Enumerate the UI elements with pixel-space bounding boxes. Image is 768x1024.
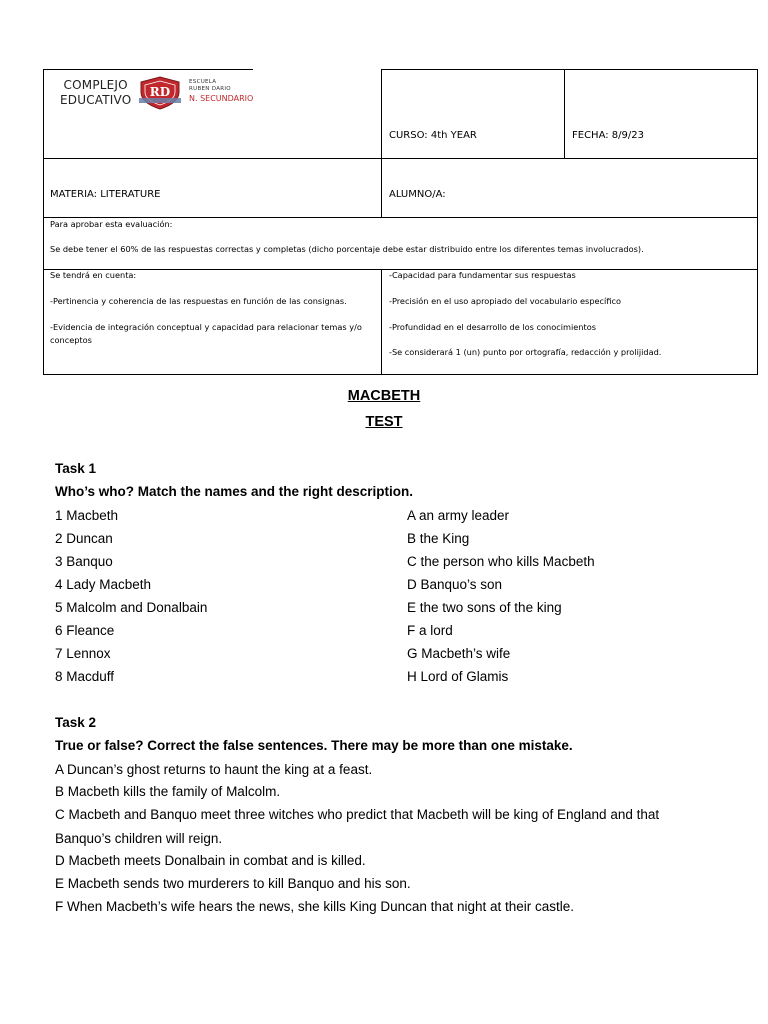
task1-name-2: 2 Duncan [55,531,113,546]
table-border-row1 [43,158,758,159]
table-border-bottom [43,374,758,375]
task2-sentence-c: C Macbeth and Banquo meet three witches who predict that Macbeth will be king of England and that [55,807,660,822]
table-border-left [43,69,44,375]
logo-line1: COMPLEJO [63,78,128,92]
task1-name-3: 3 Banquo [55,554,113,569]
criteria-left-1: Se tendrá en cuenta: [50,270,137,280]
table-divider-upper [381,69,382,218]
task2-sentence-b: B Macbeth kills the family of Malcolm. [55,784,281,799]
alumno-field[interactable] [389,189,446,200]
logo-line2: EDUCATIVO [60,93,132,107]
criteria-right-1: -Capacidad para fundamentar sus respuestas [389,270,576,280]
task1-desc-a: A an army leader [407,508,510,523]
task1-instruction: Who’s who? Match the names and the right description. [55,484,414,499]
table-divider-fecha [564,69,565,159]
table-divider-criteria [381,269,382,375]
task2-instruction: True or false? Correct the false sentences. There may be more than one mistake. [55,738,573,753]
task1-desc-c: C the person who kills Macbeth [407,554,595,569]
task1-desc-f: F a lord [407,623,453,638]
task1-name-8: 8 Macduff [55,669,115,684]
alumno-label: ALUMNO/A: [389,189,446,200]
fecha-field: FECHA: 8/9/23 [572,130,644,141]
task1-desc-g: G Macbeth’s wife [407,646,511,661]
task1-name-5: 5 Malcolm and Donalbain [55,600,208,615]
header-table [43,69,758,375]
logo-text [60,78,131,108]
task2-sentence-f: F When Macbeth’s wife hears the news, she kills King Duncan that night at their castle. [55,899,575,914]
task2-heading: Task 2 [55,715,97,730]
task1-desc-h: H Lord of Glamis [407,669,509,684]
task1-desc-b: B the King [407,531,470,546]
aprobar-title: Para aprobar esta evaluación: [50,219,173,229]
rd-badge-icon [137,76,183,110]
logo-school-line2: RUBEN DARIO [189,85,231,92]
task2-sentence-e: E Macbeth sends two murderers to kill Banquo and his son. [55,876,411,891]
criteria-right-4: -Se considerará 1 (un) punto por ortografía, redacción y prolijidad. [389,347,662,357]
task1-name-6: 6 Fleance [55,623,115,638]
task2-sentence-c-cont: Banquo’s children will reign. [55,831,223,846]
task1-name-1: 1 Macbeth [55,508,119,523]
page-title: MACBETH [347,388,421,404]
criteria-left-3: -Evidencia de integración conceptual y capacidad para relacionar temas y/o [50,322,362,332]
page-subtitle: TEST [365,414,403,430]
criteria-right-3: -Profundidad en el desarrollo de los conocimientos [389,322,596,332]
logo-school-name [189,79,253,104]
task1-name-7: 7 Lennox [55,646,111,661]
logo-level: N. SECUNDARIO [189,94,254,103]
task1-heading: Task 1 [55,461,97,476]
aprobar-text: Se debe tener el 60% de las respuestas correctas y completas (dicho porcentaje debe estar distribuido entre los diferentes temas involucrados). [50,244,644,254]
task2-sentence-d: D Macbeth meets Donalbain in combat and is killed. [55,853,366,868]
task1-desc-d: D Banquo’s son [407,577,503,592]
criteria-left-2: -Pertinencia y coherencia de las respuestas en función de las consignas. [50,296,347,306]
curso-field: CURSO: 4th YEAR [389,130,477,141]
task1-name-4: 4 Lady Macbeth [55,577,152,592]
table-border-top-left [43,69,253,70]
materia-field: MATERIA: LITERATURE [50,189,161,200]
table-border-top-right [381,69,758,70]
logo-school-line1: ESCUELA [189,79,217,85]
logo-badge-text: RD [149,85,171,99]
criteria-left-4: conceptos [50,335,92,345]
task2-sentence-a: A Duncan’s ghost returns to haunt the king at a feast. [55,762,373,777]
table-border-right [757,69,758,375]
task1-desc-e: E the two sons of the king [407,600,562,615]
criteria-right-2: -Precisión en el uso apropiado del vocabulario específico [389,296,622,306]
